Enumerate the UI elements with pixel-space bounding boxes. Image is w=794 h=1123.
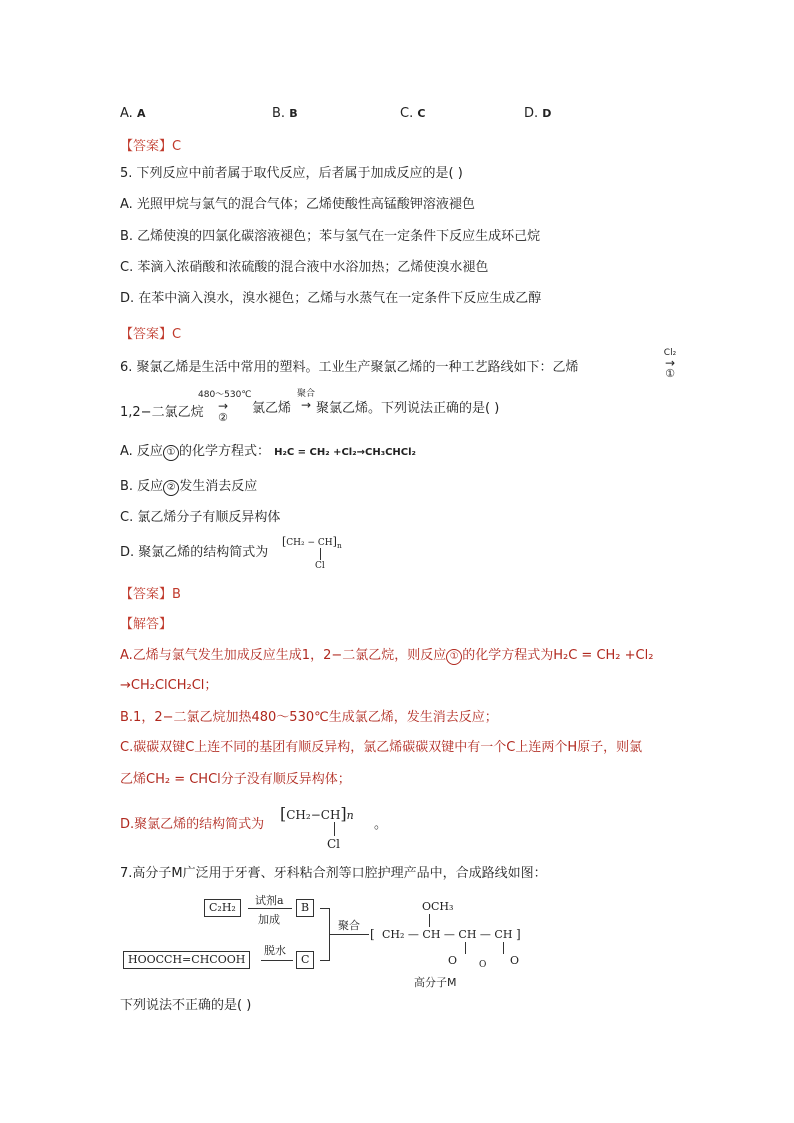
reagent-label: 试剂a [255, 894, 284, 907]
q6-option-b [120, 479, 257, 496]
q6-solution-c-cont: 乙烯CH₂ = CHCl分子没有顺反异构体； [120, 772, 351, 787]
q6-option-c: C. 氯乙烯分子有顺反异构体 [120, 510, 281, 525]
box-b: B [296, 899, 314, 917]
answer-label: 【答案】 [120, 327, 173, 342]
arrow-line [261, 960, 293, 961]
answer-value: C [172, 327, 182, 342]
answer-value: B [172, 587, 181, 602]
arrow-right-icon: → [218, 399, 229, 413]
ring-o: O [479, 960, 487, 970]
solution-text: 的化学方程式为H₂C = CH₂ +Cl₂ [462, 648, 654, 663]
q6-solution-a [120, 648, 653, 665]
formula-chain: CH₂−CH [286, 808, 341, 822]
arrow-right-icon: → [300, 398, 312, 412]
q4-option-letter: A. [120, 106, 133, 121]
step-circle: ② [163, 480, 179, 496]
arrow-line [329, 934, 369, 935]
box-c: C [296, 951, 314, 969]
carbonyl-o-right: O [510, 954, 520, 967]
och3-label: OCH₃ [422, 900, 454, 913]
polymerize-label: 聚合 [338, 919, 360, 932]
q6-solution-c: C.碳碳双键C上连不同的基团有顺反异构，氯乙烯碳碳双键中有一个C上连两个H原子，则氯 [120, 740, 643, 755]
bond-line [320, 548, 321, 560]
q4-option-value: A [136, 107, 146, 120]
formula-n: n [336, 540, 342, 550]
bond-line [334, 822, 335, 836]
step-circle: ① [163, 445, 179, 461]
arrow-step: ① [665, 367, 675, 380]
bond-line [503, 942, 504, 954]
option-text: A. 反应 [120, 444, 163, 459]
q6-solution-d-end: 。 [374, 817, 388, 832]
q6-option-d-formula [282, 535, 342, 571]
option-text: 发生消去反应 [179, 479, 258, 494]
polymer-bracket-left: [ [370, 927, 375, 941]
polymer-bracket-right: ] [332, 535, 337, 548]
q7-synthesis-diagram [120, 890, 550, 990]
q6-line2-mid: 氯乙烯 [252, 401, 292, 416]
arrow-condition: 聚合 [296, 389, 315, 399]
q6-solution-label: 【解答】 [120, 617, 173, 632]
q6-solution-d: D.聚氯乙烯的结构简式为 [120, 817, 265, 832]
answer-label: 【答案】 [120, 587, 173, 602]
q5-option-b: B. 乙烯使溴的四氯化碳溶液褪色；苯与氢气在一定条件下反应生成环己烷 [120, 229, 541, 244]
q7-stem: 7.高分子M广泛用于牙膏、牙科粘合剂等口腔护理产品中，合成路线如图： [120, 866, 547, 881]
q4-option-d [524, 106, 551, 122]
q6-solution-a-cont: →CH₂ClCH₂Cl； [120, 678, 218, 693]
q4-option-letter: C. [400, 106, 414, 121]
q6-arrow3 [294, 389, 318, 411]
q4-option-letter: B. [272, 106, 286, 121]
q6-answer [120, 583, 181, 602]
polymer-bracket-right: ] [340, 804, 347, 823]
step-circle: ① [446, 649, 462, 665]
bond-line [429, 914, 430, 927]
q4-option-value: B [289, 107, 298, 120]
formula-chain: CH₂ − CH [286, 538, 333, 548]
equation: H₂C = CH₂ +Cl₂→CH₃CHCl₂ [274, 447, 416, 458]
polymer-bracket-left: [ [282, 535, 287, 548]
formula-cl: Cl [327, 837, 341, 851]
q6-line2-end: 聚氯乙烯。下列说法正确的是( ) [316, 401, 500, 416]
q4-option-letter: D. [524, 106, 539, 121]
q6-option-d: D. 聚氯乙烯的结构简式为 [120, 545, 269, 560]
box-c2h2: C₂H₂ [204, 899, 241, 917]
carbonyl-o-left: O [448, 954, 458, 967]
option-text: B. 反应 [120, 479, 164, 494]
arrow-line [248, 908, 292, 909]
answer-label: 【答案】 [120, 139, 173, 154]
q5-stem: 5. 下列反应中前者属于取代反应，后者属于加成反应的是( ) [120, 166, 463, 181]
q5-answer [120, 323, 181, 342]
q7-question: 下列说法不正确的是( ) [120, 998, 252, 1013]
arrow-condition: 480～530℃ [198, 390, 252, 400]
bond-line [465, 942, 466, 954]
q4-option-value: C [417, 107, 426, 120]
answer-value: C [172, 139, 182, 154]
formula-n: n [346, 809, 354, 822]
polymer-bracket-right: ] [516, 927, 521, 941]
q6-arrow2 [198, 390, 252, 430]
q5-option-c: C. 苯滴入浓硝酸和浓硫酸的混合液中水浴加热；乙烯使溴水褪色 [120, 260, 489, 275]
add-label: 加成 [258, 913, 280, 926]
q4-option-a [120, 106, 145, 122]
dehydrate-label: 脱水 [264, 944, 286, 957]
polymer-chain: CH₂ — CH — CH — CH [382, 928, 513, 941]
q6-line2-start: 1,2−二氯乙烷 [120, 405, 204, 420]
arrow-right-icon: → [664, 356, 676, 370]
formula-cl: Cl [315, 561, 325, 571]
polymer-bracket-left: [ [280, 804, 287, 823]
q6-solution-d-formula [280, 804, 354, 851]
q6-option-a [120, 444, 416, 461]
q5-option-d: D. 在苯中滴入溴水，溴水褪色；乙烯与水蒸气在一定条件下反应生成乙醇 [120, 291, 542, 306]
q6-solution-b: B.1，2−二氯乙烷加热480～530℃生成氯乙烯，发生消去反应； [120, 710, 498, 725]
solution-text: A.乙烯与氯气发生加成反应生成1，2−二氯乙烷，则反应 [120, 648, 447, 663]
q6-stem: 6. 聚氯乙烯是生活中常用的塑料。工业生产聚氯乙烯的一种工艺路线如下：乙烯 [120, 360, 579, 375]
q4-option-c [400, 106, 425, 122]
arrow-step: ② [218, 411, 228, 424]
box-acid: HOOCCH=CHCOOH [123, 951, 250, 969]
arrow-condition: Cl₂ [663, 348, 677, 358]
q4-option-b [272, 106, 298, 122]
q6-arrow1 [660, 348, 680, 382]
polymer-label: 高分子M [414, 976, 457, 989]
q4-option-value: D [542, 107, 552, 120]
q4-answer [120, 135, 181, 154]
q5-option-a: A. 光照甲烷与氯气的混合气体；乙烯使酸性高锰酸钾溶液褪色 [120, 197, 475, 212]
option-text: 的化学方程式： [178, 444, 270, 459]
